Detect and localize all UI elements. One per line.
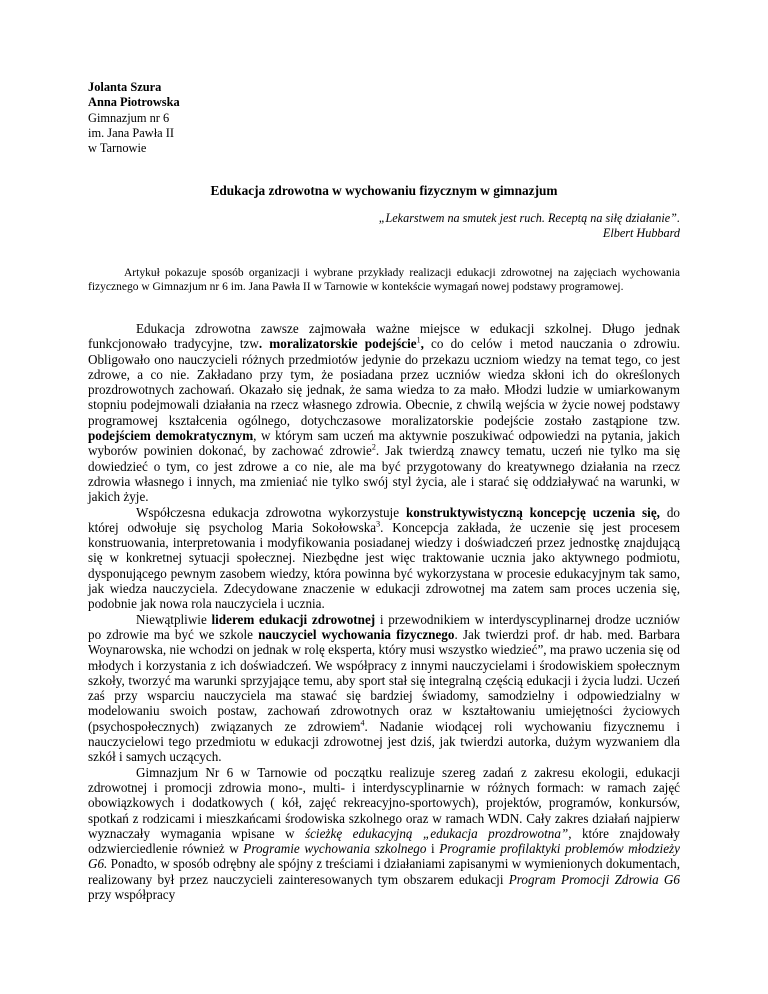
paragraph-2 xyxy=(88,505,680,612)
text-run: i xyxy=(426,841,440,857)
text-run: i przewodnikiem w interdyscyplinarnej drodze uczniów po zdrowie ma być we szkole xyxy=(88,611,680,642)
text-run: . Nadanie wiodącej roli wychowaniu fizycznemu i nauczycielowi tego przedmiotu w edukacji zdrowotnej jest dziś, jak twierdzi autorka, dużym wyzwaniem dla szkół i samych uczących. xyxy=(88,718,680,765)
text-run: Gimnazjum Nr 6 w Tarnowie od początku realizuje szereg zadań z zakresu ekologii, edukacji zdrowotnej i promocji zdrowia mono-, multi- i interdyscyplinarnie w różnych formach: w ramach zajęć obowiązkowych i dodatkowych ( kół, zajęć rekreacyjno-sportowych), projektów, programów, konkursów, spotkań z rodzicami i mieszkańcami środowiska szkolnego oraz w ramach WDN. Cały zakres działań najpierw wyznaczały wymagania wpisane w xyxy=(88,764,680,841)
text-run: przy współpracy xyxy=(88,886,176,902)
bold-term: , xyxy=(420,336,424,352)
bold-term: liderem edukacji zdrowotnej xyxy=(211,611,376,627)
author-name: Jolanta Szura xyxy=(88,80,162,94)
footnote-ref: 1 xyxy=(416,335,421,345)
article-body xyxy=(88,321,680,902)
motto-author: Elbert Hubbard xyxy=(602,226,680,240)
paragraph-4 xyxy=(88,765,680,903)
text-run: , w którym sam uczeń ma aktywnie poszukiwać odpowiedzi na pytania, jakich wyborów powinien dokonać, by zachować zdrowie xyxy=(88,428,680,459)
footnote-ref: 2 xyxy=(371,443,376,452)
text-run: Ponadto, w sposób odrębny ale spójny z treściami i działaniami zapisanymi w wymienionych dokumentach, realizowany był przez nauczycieli zainteresowanych tym obszarem edukacji xyxy=(88,856,680,887)
author-name: Anna Piotrowska xyxy=(88,95,180,110)
abstract xyxy=(88,266,680,294)
bold-term: . moralizatorskie podejście xyxy=(258,336,417,352)
text-run: do której odwołuje się psycholog Maria Sokołowska xyxy=(88,504,680,535)
text-run: Współczesna edukacja zdrowotna wykorzystuje xyxy=(136,504,406,520)
text-run: . Jak twierdzi prof. dr hab. med. Barbara Woynarowska, nie wchodzi on jednak w rolę eksperta, który musi wszystko wiedzieć”, ma prawo uczenia się od młodych i korzystania z ich doświadczeń. We współpracy z innymi nauczycielami i środowiskiem społecznym szkoły, tworzyć ma warunki sprzyjające temu, aby sport stał się integralną częścią edukacji i życia ludzi. Uczeń zaś przy wsparciu nauczyciela ma stawać się bardziej świadomy, samodzielny i odpowiedzialny w modelowaniu swoich postaw, zachowań zdrowotnych oraz w kształtowaniu umiejętności życiowych (psychospołecznych) związanych ze zdrowiem xyxy=(88,626,680,734)
text-run: , które znajdowały odzwierciedlenie również w xyxy=(88,825,680,857)
text-run: Niewątpliwie xyxy=(136,611,212,627)
bold-term: konstruktywistyczną koncepcję uczenia się, xyxy=(405,504,660,520)
italic-term: Programie wychowania szkolnego xyxy=(243,841,427,857)
article-title: Edukacja zdrowotna w wychowaniu fizycznym w gimnazjum xyxy=(210,183,558,198)
text-run: . Koncepcja zakłada, że uczenie się jest procesem konstruowania, interpretowania i modyfikowania posiadanej wiedzy i doświadczeń przez jednostkę znajdującą się w konkretnej sytuacji społecznej. Niezbędne jest więc traktowanie ucznia jako aktywnego podmiotu, dysponującego pewnym zasobem wiedzy, która powinna być wykorzystana w procesie edukacyjnym tak samo, jak wiedza nauczyciela. Zdecydowane znaczenie w edukacji zdrowotnej ma zatem sam proces uczenia się, podobnie jak nowa rola nauczyciela i ucznia. xyxy=(88,519,680,612)
motto xyxy=(379,211,680,241)
footnote-ref: 4 xyxy=(360,718,365,728)
text-run: co do celów i metod nauczania o zdrowiu. Obligowało ono nauczycieli różnych przedmiotów jedynie do przekazu uczniom wiedzy na temat tego, co jest zdrowe, a co nie. Zakładano przy tym, że posiadana przez uczniów wiedza skłoni ich do określonych prozdrowotnych zachowań. Okazało się jednak, że sama wiedza to za mało. Młodzi ludzie w umiarkowanym stopniu podejmowali działania na rzecz własnego zdrowia. Obecnie, z chwilą wejścia w życie nowej podstawy programowej kształcenia ogólnego, dotychczasowe moralizatorskie podejście zostało zastąpione tzw. xyxy=(88,336,680,428)
motto-quote: „Lekarstwem na smutek jest ruch. Receptą na siłę działanie”. xyxy=(378,211,680,225)
paragraph-3 xyxy=(88,612,680,765)
italic-term: Program Promocji Zdrowia G6 xyxy=(508,871,680,887)
footnote-ref: 3 xyxy=(376,519,381,529)
italic-term: ścieżkę edukacyjną „edukacja prozdrowotna” xyxy=(304,825,569,841)
abstract-text: Artykuł pokazuje sposób organizacji i wybrane przykłady realizacji edukacji zdrowotnej na zajęciach wychowania fizycznego w Gimnazjum nr 6 im. Jana Pawła II w Tarnowie w kontekście wymagań nowej podstawy programowej. xyxy=(88,267,680,294)
paragraph-1 xyxy=(88,321,680,505)
text-run: . Jak twierdzą znawcy tematu, uczeń nie tylko ma się dowiedzieć o tym, co jest zdrowe a co nie, ale ma być przygotowany do kreatywnego działania na rzecz zdrowia własnego i innych, ma zmieniać nie tylko swój styl życia, ale i starać się oddziaływać na warunki, w jakich żyje. xyxy=(88,443,680,505)
school-patron: im. Jana Pawła II xyxy=(88,125,175,140)
school-name: Gimnazjum nr 6 xyxy=(88,110,170,125)
italic-term: Programie profilaktyki problemów młodzieży G6. xyxy=(88,841,680,872)
text-run: Edukacja zdrowotna zawsze zajmowała ważne miejsce w edukacji szkolnej. Długo jednak funkcjonowało tradycyjne, tzw xyxy=(88,321,680,352)
bold-term: nauczyciel wychowania fizycznego xyxy=(258,626,455,642)
author-block xyxy=(88,80,180,156)
bold-term: podejściem demokratycznym xyxy=(88,428,254,444)
school-city: w Tarnowie xyxy=(88,141,147,156)
